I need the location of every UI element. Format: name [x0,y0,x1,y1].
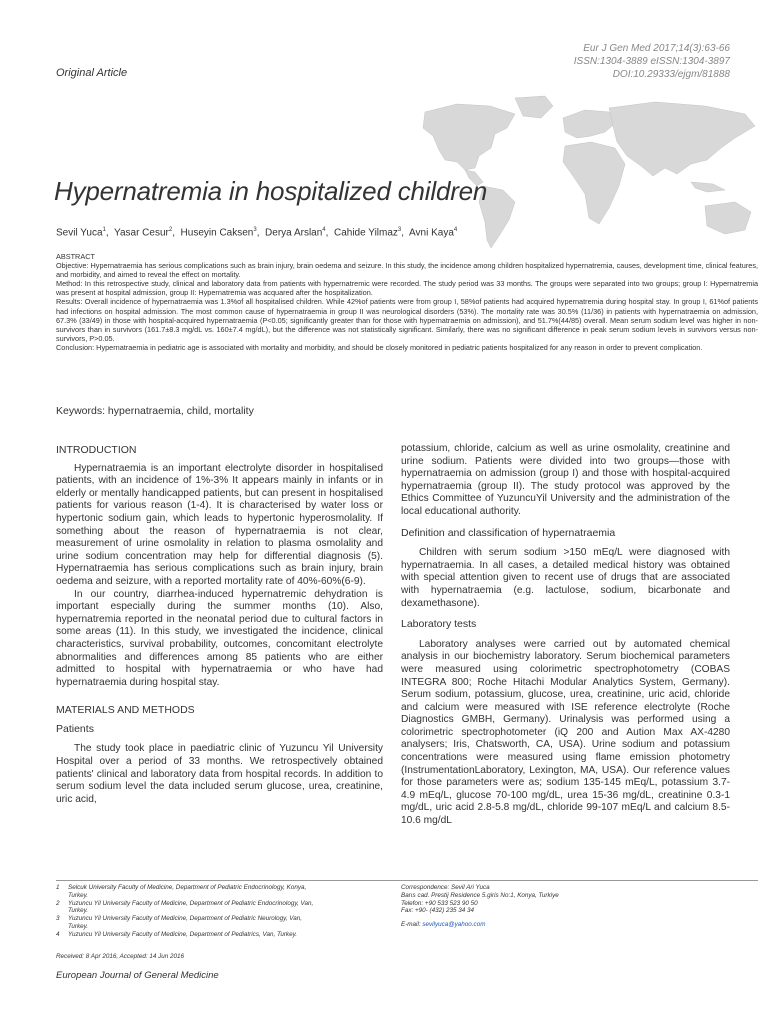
paragraph: Children with serum sodium >150 mEq/L were diagnosed with hypernatraemia. In all cases, a detailed medical history was obtained with special attention given to recent use of drugs that are associated with hypernatraemia (e.g. lactulose, sodium, bicarbonate and dexamethasone). [401,547,730,609]
correspondence-fax: Fax: +90- (432) 235 34 34 [401,907,474,915]
paragraph: potassium, chloride, calcium as well as urine osmolality, creatinine and urine sodium. Patients were divided into two groups—those with hypernatraemia on admission (group I) and those with hospital-acquired hypernatraemia (group II). The study protocol was approved by the Ethics Committee of YuzuncuYil University and the administration of the local educational authority. [401,443,730,517]
abstract-text: Hypernatraemia has serious complications such as brain injury, brain oedema and seizure. In this study, the incidence among children hospitalized hypernatremia, causes, development time, clinical features, and morbidity, and aimed to reveal the effect on mortality. [56,261,758,280]
subsection-heading-definition: Definition and classification of hypernatraemia [401,526,616,539]
abstract-label: Results: [56,297,83,307]
author-affiliation: 3 [253,227,257,233]
author-name: Cahide Yilmaz [333,227,398,239]
correspondence-address: Barıs cad. Prestij Residence 5.giris No:1, Konya, Turkiye [401,891,559,899]
paragraph: Hypernatraemia is an important electrolyte disorder in hospitalised patients, with an incidence of 1%-3% It appears mainly in infants or in elderly or mentally handicapped patients, but can present in hospitalised patients for various reason (1-4). It is characterised by water loss or hypertonic sodium gain, which leads to hypertonic hyperosmolality. If something about the reason of hypernatraemia is not clear, measurement of urine osmolality in relation to plasma osmolality and urine sodium concentration may help for differential diagnosis (5). Hypernatraemia has serious complications such as brain injury, brain oedema and seizure, with a reported mortality rate of 40%-60%(6-9). [56,462,383,587]
abstract-heading: ABSTRACT [56,252,95,261]
email-link[interactable]: sevilyuca@yahoo.com [422,921,486,929]
author-list: Sevil Yuca$^1$, Yasar Cesur$^2$, Huseyin Caksen$^3$, Derya Arslan$^4$, Cahide Yilmaz$^3$, Avni Kaya$^4$ [56,227,458,239]
subsection-heading-laboratory: Laboratory tests [401,618,477,631]
abstract [56,252,758,352]
footer-journal-name: European Journal of General Medicine [56,970,219,981]
right-column [401,443,730,828]
author-name: Sevil Yuca [56,227,103,239]
paragraph: The study took place in paediatric clinic of Yuzuncu Yil University Hospital over a period of 33 months. We retrospectively obtained patients' clinical and laboratory data from hospital records. In addition to serum sodium level the data included serum glucose, urea, creatinine, uric acid, [56,743,383,805]
abstract-text: Overall incidence of hypernatraemia was 1.3%of all hospitalised children. While 42%of patients were from group I, 58%of patients had acquired hypernatremia during hospital stay. In group I, 61%of patients had infections on hospital admission. The most common cause of hypernatraemia in group II was neurological disorders (53%). The mortality rate was 30.5% (11/36) in patients with hypernatraemia on admission, 67.3% (33/49) in those with hospital-acquired hypernatraemia (P<0.05; significantly greater than for those with hypernatraemia on admission), and 51.7%(44/85) overall. Mean serum sodium level was higher in non-survivors than in survivors (161.7±8.3 mg/dL vs. 160±7.4 mg/dL), but the difference was not statistically significant. Similarly, there was no significant difference in peak serum sodium levels in survivors versus non-survivors, P>0.05. [56,297,758,343]
affiliations: 1 Selcuk University Faculty of Medicine, Department of Pediatric Endocrinology, Konya, Turkey. 2 Yuzuncu Yil University Faculty of Medicine, Department of Pediatric Endocrinology, Van, Turkey. 3 Yuzuncu Yil University Faculty of Medicine, Department of Pediatric Neurology, Van, Turkey. 4 Yuzuncu Yil University Faculty of Medicine, Department of Pediatrics, Van, Turkey. [56,884,386,939]
correspondence-phone: Telefon: +90 533 523 90 50 [401,899,478,907]
journal-issn: ISSN:1304-3889 eISSN:1304-3897 [573,56,730,67]
affiliation-item: 4 Yuzuncu Yil University Faculty of Medicine, Department of Pediatrics, Van, Turkey. [56,930,297,938]
abstract-label: Objective: [56,261,89,271]
abstract-label: Method: [56,279,83,289]
paragraph: In our country, diarrhea-induced hypernatremic dehydration is important especially during the summer months (10). Also, hypernatremia reported in the neonatal period due to cultural factors in some areas (11). In this study, we investigated the incidence, clinical characteristics, survival probability, outcomes, concomitant electrolyte abnormalities and differences among 85 patients who are either admitted to hospital with hypernatraemia or who have had hypernatraemia during hospital stay. [56,588,383,688]
keywords: Keywords: hypernatraemia, child, mortality [56,405,254,417]
author-affiliation: 4 [322,227,326,233]
section-heading-methods: MATERIALS AND METHODS [56,704,195,717]
author-name: Yasar Cesur [114,227,169,239]
author-name: Huseyin Caksen [180,227,254,239]
affiliation-item: 2 Yuzuncu Yil University Faculty of Medicine, Department of Pediatric Endocrinology, Van, [56,899,314,907]
world-map-image [395,90,768,250]
journal-citation: Eur J Gen Med 2017;14(3):63-66 [583,43,730,54]
left-column [56,444,383,806]
abstract-results [56,297,758,342]
correspondence [401,884,731,929]
correspondence-heading: Correspondence: Sevil Ari Yuca [401,884,490,891]
article-type: Original Article [56,67,128,79]
correspondence-email: E-mail: sevilyuca@yahoo.com [401,921,486,929]
author-affiliation: 4 [453,227,458,233]
article-title: Hypernatremia in hospitalized children [54,176,488,206]
journal-info [574,42,730,81]
author-affiliation: 3 [397,227,402,233]
paragraph: Laboratory analyses were carried out by automated chemical analysis in our biochemistry laboratory. Serum biochemical parameters were measured using colorimetric spectrophotometry (COBAS INTEGRA 800; Roche Hitachi Modular Analytics System, Germany). Serum sodium, potassium, glucose, urea, creatinine, uric acid, chloride and calcium were measured with ISE reference electrolyte (Roche Diagnostics GMBH, Germany). Urinalysis was performed using a colorimetric spectrophotometer (iQ 200 and Aution Max AX-4280 analysers; Iris, Chatsworth, CA, USA). Urine sodium and potassium concentrations were measured using flame emission photometry (InstrumentationLaboratory, Lexington, MA, USA). Our reference values for those parameters were as; sodium 135-145 mEq/L, potassium 3.7-4.9 mEq/L, glucose 70-100 mg/dL, urea 15-36 mg/dL, creatinine 0.3-1 mg/dL, uric acid 2.8-5.8 mg/dL, chloride 99-107 mEq/L and calcium 8.5-10.6 mg/dL [401,638,730,827]
abstract-conclusion [56,343,758,352]
author-name: Avni Kaya [409,227,454,239]
journal-doi: DOI:10.29333/ejgm/81888 [612,69,730,80]
author-affiliation: 1 [102,227,106,233]
author-name: Derya Arslan [265,227,323,239]
affiliation-item: 1 Selcuk University Faculty of Medicine, Department of Pediatric Endocrinology, Konya, [56,884,307,891]
abstract-label: Conclusion: [56,342,95,352]
received-dates: Received: 8 Apr 2016, Accepted: 14 Jun 2016 [56,953,185,960]
abstract-text: Hypernatraemia in pediatric age is associated with mortality and morbidity, and should be closely monitored in pediatric patients hospitalized for any reason in order to prevent complication. [94,342,703,352]
affiliation-item: 3 Yuzuncu Yil University Faculty of Medicine, Department of Pediatric Neurology, Van, [56,915,303,923]
subsection-heading-patients: Patients [56,722,94,735]
abstract-text: In this retrospective study, clinical and laboratory data from patients with hypernatremic were recorded. The study period was 33 months. The groups were separated into two groups; group I: Hypernatremia was present at hospital admission, group II: Hypernatremia was acquared after the hospitalization. [56,279,758,298]
author-affiliation: 2 [168,227,173,233]
section-heading-introduction: INTRODUCTION [56,444,137,456]
abstract-method [56,279,758,297]
abstract-objective [56,261,758,279]
footnote-divider [56,880,758,881]
